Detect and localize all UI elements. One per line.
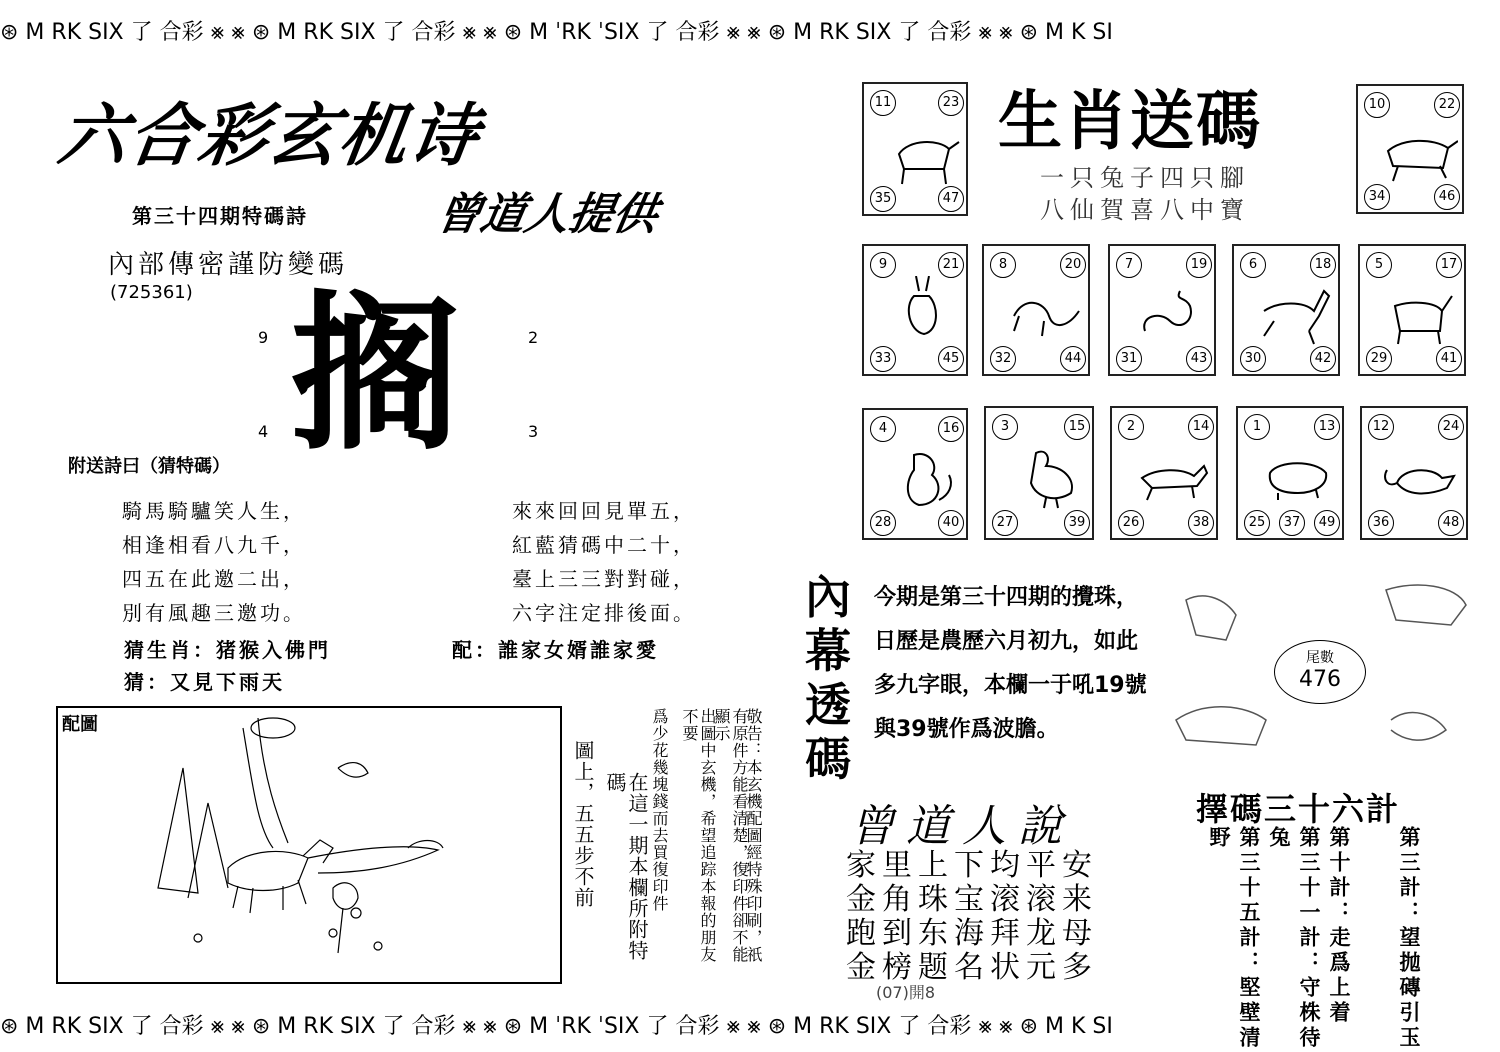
zodiac-number: 25 (1244, 510, 1270, 536)
zodiac-number: 16 (938, 416, 964, 442)
zodiac-number: 38 (1188, 510, 1214, 536)
zodiac-number: 33 (870, 346, 896, 372)
zodiac-number: 4 (870, 416, 896, 442)
corner-num-bl: 4 (258, 422, 269, 441)
corner-num-tl: 9 (258, 328, 269, 347)
banner-text: ⊛ M RK SIX 了 合彩 ⨳ ⨳ ⊛ M RK SIX 了 合彩 ⨳ ⨳ ⊛ M ˈRK ˈSIX 了 合彩 ⨳ ⨳ ⊛ M RK SIX 了 合彩 ⨳ ⨳ ⊛ M K SI (0, 19, 1113, 45)
note-col-1: 敬告：本玄機配圖經特殊印刷，祇 (744, 708, 763, 963)
zodiac-number: 18 (1310, 252, 1336, 278)
zodiac-number: 43 (1186, 346, 1212, 372)
zodiac-number: 45 (938, 346, 964, 372)
zodiac-number: 8 (990, 252, 1016, 278)
strategy-col: 第三十五計：堅壁清野 (1207, 826, 1261, 1051)
horse-icon (1254, 276, 1334, 351)
poem-right (512, 494, 696, 630)
zodiac-number: 40 (938, 510, 964, 536)
zodiac-box-ox (862, 82, 968, 216)
zodiac-number: 27 (992, 510, 1018, 536)
strategy-col: 第十計：走爲上着 (1327, 826, 1351, 1026)
issue-label: 第三十四期特碼詩 (132, 204, 308, 228)
zodiac-number: 46 (1434, 184, 1460, 210)
poem-line: 紅藍猜碼中二十， (512, 533, 696, 557)
note-col-2: 有原件方能看清楚，復印件卻不能顯示 (712, 708, 749, 963)
zodiac-number: 2 (1118, 414, 1144, 440)
ox-icon (884, 114, 964, 189)
poem-line: 騎馬騎驢笑人生， (122, 499, 306, 523)
top-banner (0, 10, 1500, 50)
zodiac-number: 34 (1364, 184, 1390, 210)
rat-icon (1382, 438, 1462, 513)
zodiac-number: 42 (1310, 346, 1336, 372)
rooster-icon (1006, 438, 1086, 513)
page-title: 六合彩玄机诗 (53, 97, 485, 176)
zodiac-box-snake (1108, 244, 1216, 376)
snake-icon (1130, 276, 1210, 351)
poem-line: 相逢相看八九千， (122, 533, 306, 557)
zodiac-number: 10 (1364, 92, 1390, 118)
gift-sub-2: 八仙賀喜八中寶 (1040, 196, 1250, 224)
corner-num-tr: 2 (528, 328, 539, 347)
zodiac-number: 29 (1366, 346, 1392, 372)
zodiac-number: 35 (870, 186, 896, 212)
gift-title: 生肖送碼 (998, 85, 1262, 159)
goat-icon (1380, 276, 1460, 351)
zodiac-number: 1 (1244, 414, 1270, 440)
inside-text: 今期是第三十四期的攪珠，日歷是農歷六月初九，如此多九字眼，本欄一于吼19號與39號作爲波膽。 (874, 585, 1147, 742)
zodiac-number: 31 (1116, 346, 1142, 372)
zodiac-number: 21 (938, 252, 964, 278)
zodiac-box-pig (1236, 406, 1344, 540)
monkey-icon (884, 440, 964, 515)
zodiac-number: 28 (870, 510, 896, 536)
banner-text: ⊛ M RK SIX 了 合彩 ⨳ ⨳ ⊛ M RK SIX 了 合彩 ⨳ ⨳ ⊛ M ˈRK ˈSIX 了 合彩 ⨳ ⨳ ⊛ M RK SIX 了 合彩 ⨳ ⨳ ⊛ M K SI (0, 1013, 1113, 1039)
note-col-3: 出圖中玄機，希望追踪本報的朋友不要 (680, 708, 717, 963)
big-character: 搁 (290, 276, 461, 474)
poem-left (122, 494, 306, 630)
zodiac-number: 5 (1366, 252, 1392, 278)
picture-label: 配圖 (62, 714, 98, 735)
zodiac-number: 13 (1314, 414, 1340, 440)
zodiac-box-rat (1360, 406, 1468, 540)
zodiac-number: 39 (1064, 510, 1090, 536)
note-col-5: 在這一期本欄所附特碼 (603, 772, 649, 961)
tail-label: 尾數 (1306, 650, 1334, 666)
guess-line-2: 猜：又見下雨天 (124, 670, 285, 694)
poem-line: 來來回回見單五， (512, 499, 696, 523)
note-col-4: 爲少花幾塊錢而去買復印件 (650, 708, 669, 912)
riddle-drawing (58, 708, 558, 980)
guess-zodiac: 猜生肖：猪猴入佛門 (124, 638, 331, 662)
zodiac-box-tiger (1356, 84, 1464, 214)
zodiac-number: 30 (1240, 346, 1266, 372)
zodiac-number: 36 (1368, 510, 1394, 536)
zodiac-number: 41 (1436, 346, 1462, 372)
zodiac-number: 26 (1118, 510, 1144, 536)
zodiac-number: 14 (1188, 414, 1214, 440)
zodiac-number: 12 (1368, 414, 1394, 440)
tail-number-circle (1274, 640, 1366, 704)
zodiac-box-dragon (982, 244, 1090, 376)
says-title: 曾道人說 (850, 801, 1074, 852)
poem-line: 六字注定排後面。 (512, 601, 696, 625)
pair-line: 配：誰家女婿誰家愛 (452, 638, 659, 662)
picture-box (56, 706, 562, 984)
zodiac-number: 3 (992, 414, 1018, 440)
poem-line: 臺上三三對對碰， (512, 567, 696, 591)
zodiac-number: 23 (938, 90, 964, 116)
zodiac-box-rooster (984, 406, 1094, 540)
dog-icon (1132, 438, 1212, 513)
zodiac-number: 6 (1240, 252, 1266, 278)
zodiac-number: 20 (1060, 252, 1086, 278)
zodiac-number: 24 (1438, 414, 1464, 440)
dragon-icon (1004, 276, 1084, 351)
code-number: (725361) (110, 282, 193, 303)
zodiac-number: 47 (938, 186, 964, 212)
verse-line: 家里上下均平安 (846, 848, 1098, 883)
author-line: 曾道人提供 (432, 189, 662, 240)
zodiac-number: 15 (1064, 414, 1090, 440)
zodiac-box-dog (1110, 406, 1218, 540)
zodiac-number: 48 (1438, 510, 1464, 536)
poem-line: 四五在此邀二出， (122, 567, 306, 591)
zodiac-number: 44 (1060, 346, 1086, 372)
zodiac-number: 22 (1434, 92, 1460, 118)
strategy-col: 第三十一計：守株待兔 (1267, 826, 1321, 1051)
secret-label: 內部傳密謹防變碼 (108, 250, 349, 280)
zodiac-box-goat (1358, 244, 1466, 376)
inside-title: 內幕透碼 (805, 570, 851, 786)
zodiac-box-rabbit (862, 244, 968, 376)
zodiac-number: 17 (1436, 252, 1462, 278)
zodiac-number: 19 (1186, 252, 1212, 278)
verse-line: 金榜题名状元多 (846, 950, 1098, 985)
zodiac-number: 32 (990, 346, 1016, 372)
attach-label: 附送詩曰（猜特碼） (68, 456, 230, 477)
zodiac-box-monkey (862, 408, 968, 540)
strategy-title: 擇碼三十六計 (1196, 790, 1401, 828)
zodiac-number: 49 (1314, 510, 1340, 536)
zodiac-number: 37 (1279, 510, 1305, 536)
verse-line: 金角珠宝滚滚来 (846, 882, 1098, 917)
gift-sub-1: 一只兔子四只腳 (1040, 164, 1250, 192)
rabbit-icon (884, 276, 964, 351)
corner-num-br: 3 (528, 422, 539, 441)
tail-value: 476 (1299, 667, 1341, 692)
verse-line: 跑到东海拜龙母 (846, 916, 1098, 951)
tiger-icon (1378, 116, 1458, 191)
zodiac-number: 9 (870, 252, 896, 278)
zodiac-box-horse (1232, 244, 1340, 376)
zodiac-number: 11 (870, 90, 896, 116)
note-col-6: 圖上，五五步不前 (571, 740, 595, 908)
strategy-col: 第三計：望抛磚引玉 (1397, 826, 1421, 1051)
stamp-text: (07)開8 (876, 983, 936, 1002)
zodiac-number: 7 (1116, 252, 1142, 278)
pig-icon (1258, 438, 1338, 513)
poem-line: 別有風趣三邀功。 (122, 601, 306, 625)
